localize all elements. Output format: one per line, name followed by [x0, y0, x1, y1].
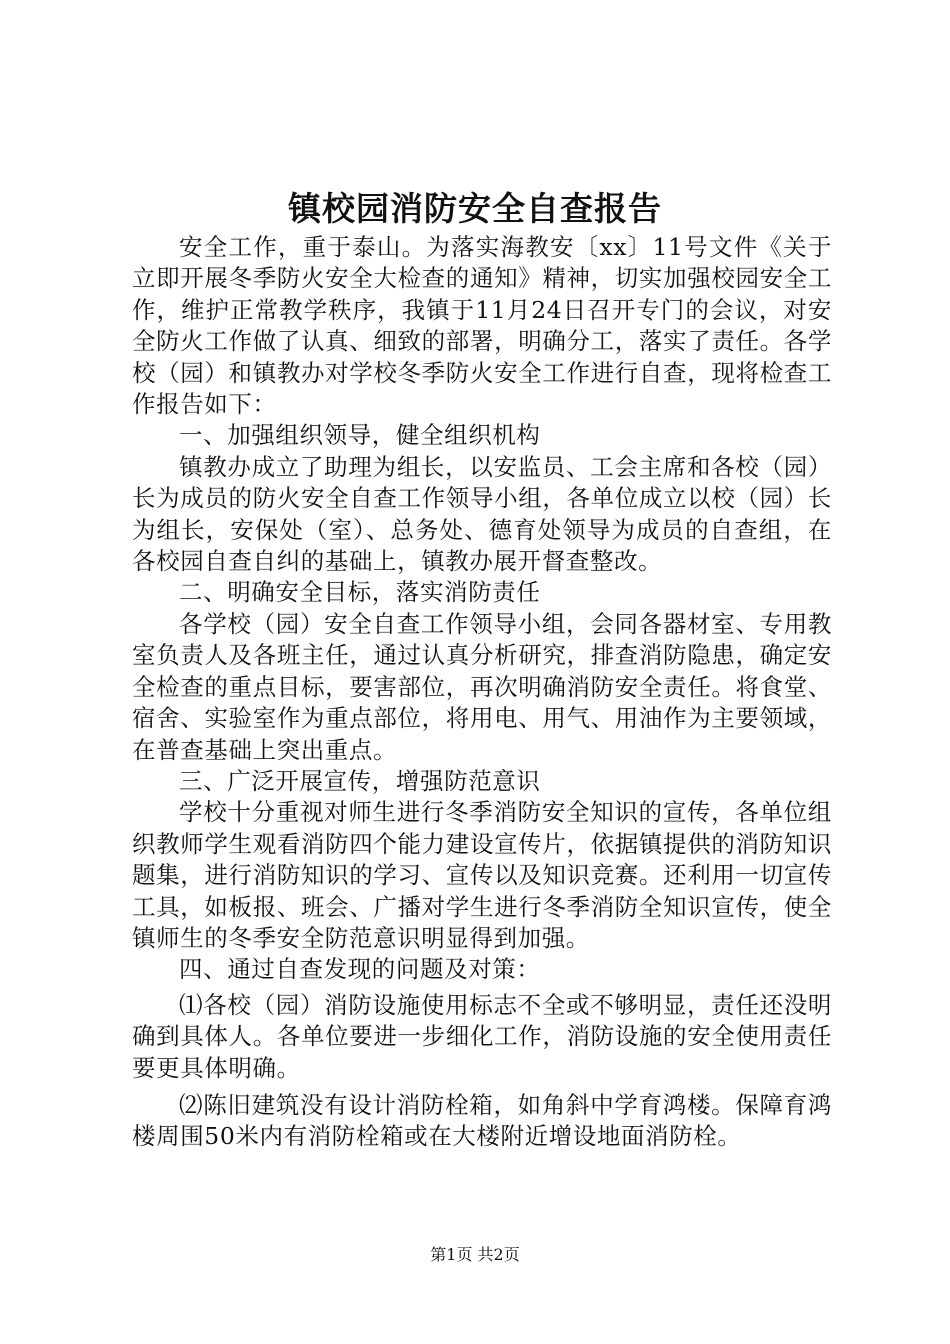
section-1-heading: 一、加强组织领导，健全组织机构 [179, 421, 541, 450]
document-body [132, 232, 832, 1153]
section-2-paragraph: 各学校（园）安全自查工作领导小组，会同各器材室、专用教室负责人及各班主任，通过认真分析研究，排查消防隐患，确定安全检查的重点目标，要害部位，再次明确消防安全责任。将食堂、宿舍、实验室作为重点部位，将用电、用气、用油作为主要领域，在普查基础上突出重点。 [132, 609, 832, 764]
section-2-heading: 二、明确安全目标，落实消防责任 [179, 578, 541, 607]
section-1-paragraph: 镇教办成立了助理为组长，以安监员、工会主席和各校（园）长为成员的防火安全自查工作领导小组，各单位成立以校（园）长为组长，安保处（室）、总务处、德育处领导为成员的自查组，在各校园自查自纠的基础上，镇教办展开督查整改。 [132, 452, 832, 576]
section-3-paragraph: 学校十分重视对师生进行冬季消防安全知识的宣传，各单位组织教师学生观看消防四个能力建设宣传片，依据镇提供的消防知识题集，进行消防知识的学习、宣传以及知识竞赛。还利用一切宣传工具，如板报、班会、广播对学生进行冬季消防全知识宣传，使全镇师生的冬季安全防范意识明显得到加强。 [132, 798, 832, 952]
section-3-heading: 三、广泛开展宣传，增强防范意识 [179, 766, 541, 795]
document-title: 镇校园消防安全自查报告 [288, 189, 662, 228]
intro-paragraph: 安全工作，重于泰山。为落实海教安〔xx〕11号文件《关于立即开展冬季防火安全大检查的通知》精神，切实加强校园安全工作，维护正常教学秩序，我镇于11月24日召开专门的会议，对安全防火工作做了认真、细致的部署，明确分工，落实了责任。各学校（园）和镇教办对学校冬季防火安全工作进行自查，现将检查工作报告如下： [132, 233, 832, 419]
page-footer: 第1页 共2页 [430, 1245, 520, 1264]
issue-item-1: ⑴各校（园）消防设施使用标志不全或不够明显，责任还没明确到具体人。各单位要进一步细化工作，消防设施的安全使用责任要更具体明确。 [132, 990, 832, 1082]
issue-item-2: ⑵陈旧建筑没有设计消防栓箱，如角斜中学育鸿楼。保障育鸿楼周围50米内有消防栓箱或在大楼附近增设地面消防栓。 [132, 1090, 832, 1151]
section-4-heading: 四、通过自查发现的问题及对策： [179, 955, 541, 984]
